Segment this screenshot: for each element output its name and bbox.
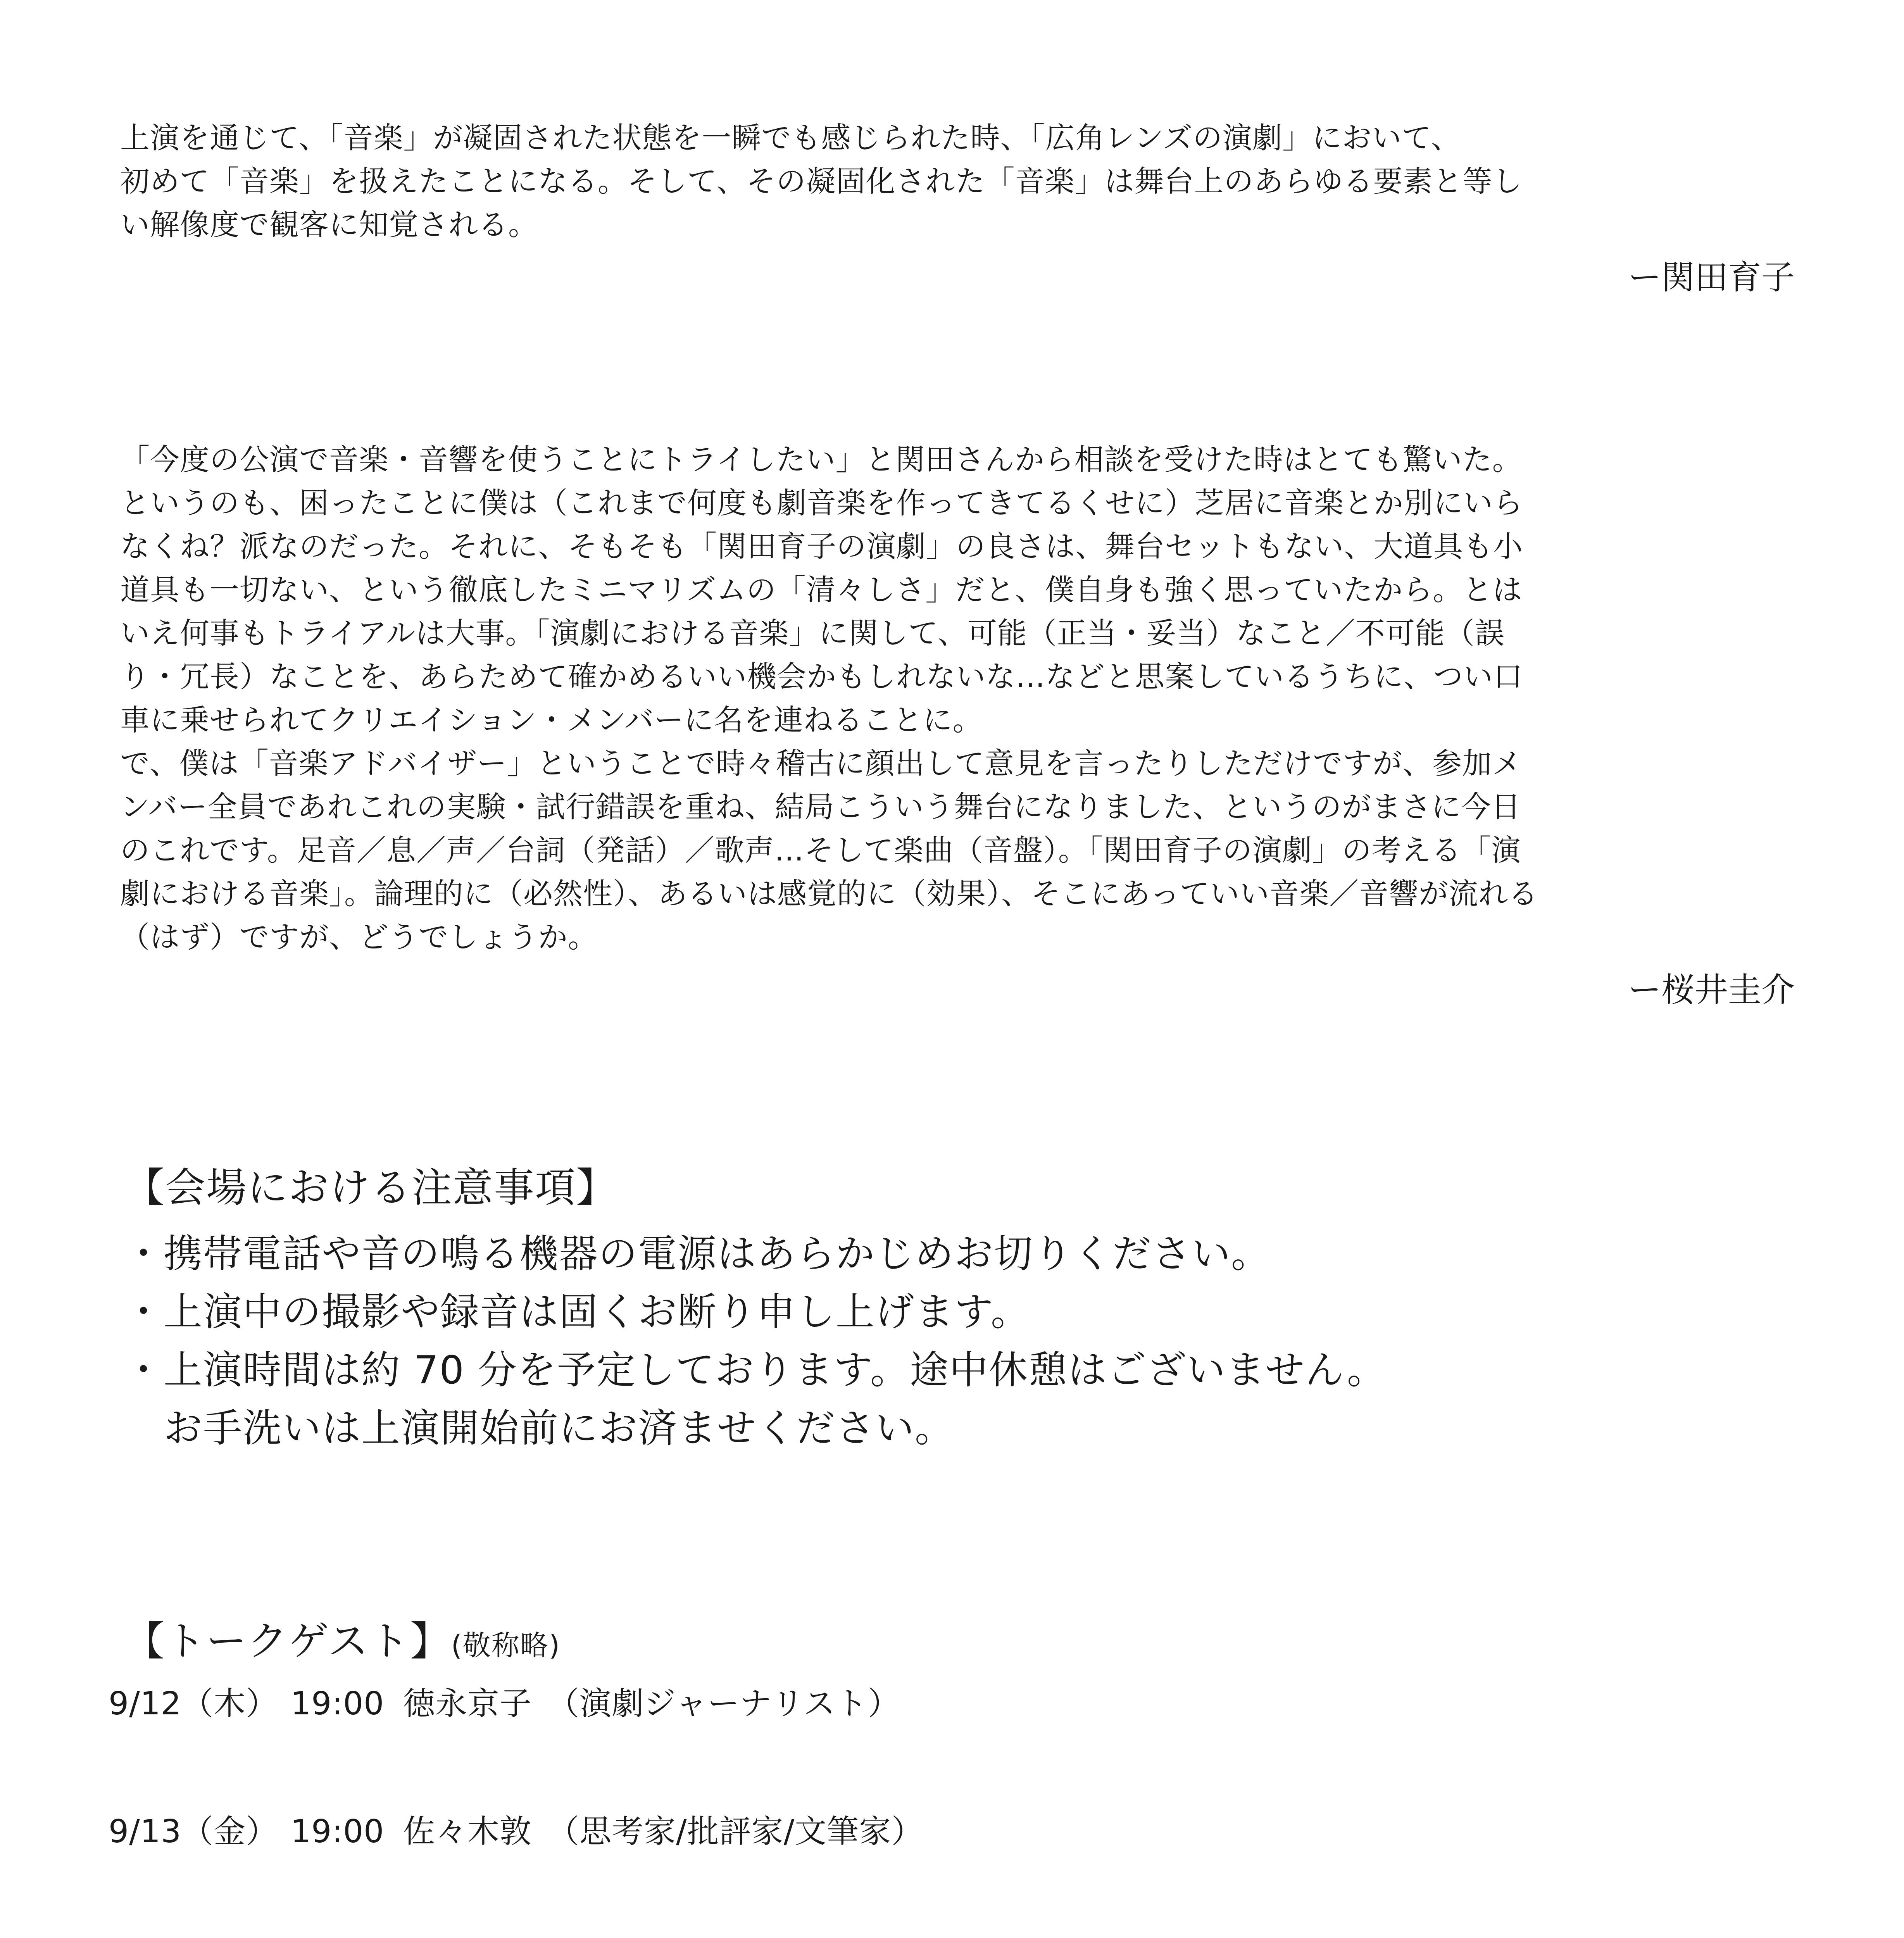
notice-item: お手洗いは上演開始前にお済ませください。	[124, 1405, 954, 1451]
talk-guests-section	[124, 1609, 1799, 1667]
talk-guests-heading-text: 【トークゲスト】	[124, 1617, 451, 1665]
guest-row	[109, 1934, 708, 1938]
quote-sekita	[120, 116, 1795, 298]
quote-sakurai-signature: ー桜井圭介	[1628, 971, 1795, 1009]
guest-time: 19:00	[291, 1813, 385, 1850]
guest-date: 9/12（木）	[109, 1685, 278, 1722]
quote-sakurai-line: というのも、困ったことに僕は（これまで何度も劇音楽を作ってきてるくせに）芝居に音楽とか別にいら	[120, 486, 1523, 520]
quote-sakurai-line: 車に乗せられてクリエイション・メンバーに名を連ねることに。	[120, 703, 983, 737]
quote-sekita-line: 初めて「音楽」を扱えたことになる。そして、その凝固化された「音楽」は舞台上のあらゆる要素と等し	[120, 164, 1523, 198]
quote-sakurai-line: ンバー全員であれこれの実験・試行錯誤を重ね、結局こういう舞台になりました、というのがまさに今日	[120, 790, 1521, 824]
guest-date	[109, 1934, 291, 1938]
quote-sekita-signature: ー関田育子	[1628, 258, 1795, 297]
quote-sakurai-line: 「今度の公演で音楽・音響を使うことにトライしたい」と関田さんから相談を受けた時はとても驚いた。	[120, 442, 1522, 477]
quote-sakurai-line: いえ何事もトライアルは大事。「演劇における音楽」に関して、可能（正当・妥当）なこと／不可能（誤	[120, 616, 1505, 650]
notice-item: ・携帯電話や音の鳴る機器の電源はあらかじめお切りください。	[124, 1231, 1271, 1276]
quote-sekita-line: 上演を通じて、「音楽」が凝固された状態を一瞬でも感じられた時、「広角レンズの演劇」において、	[120, 121, 1461, 155]
guest-name: 佐々木敦	[403, 1813, 532, 1850]
venue-notices-heading: 【会場における注意事項】	[124, 1164, 617, 1211]
quote-sakurai-line: り・冗長）なことを、あらためて確かめるいい機会かもしれないな…などと思案しているうちに、つい口	[120, 659, 1523, 694]
guest-row	[109, 1806, 923, 1852]
guest-time: 19:00	[291, 1685, 385, 1722]
quote-sakurai-line: で、僕は「音楽アドバイザー」ということで時々稽古に顔出して意見を言ったりしただけですが、参加メ	[120, 746, 1522, 781]
quote-sekita-line: い解像度で観客に知覚される。	[120, 207, 538, 242]
notice-item: ・上演中の撮影や録音は固くお断り申し上げます。	[124, 1289, 1030, 1335]
quote-sakurai-line: のこれです。足音／息／声／台詞（発話）／歌声…そして楽曲（音盤）。「関田育子の演劇」の考える「演	[120, 833, 1521, 867]
notice-item: ・上演時間は約 70 分を予定しております。途中休憩はございません。	[124, 1347, 1387, 1393]
quote-sakurai-line: （はず）ですが、どうでしょうか。	[120, 920, 598, 954]
talk-guests-heading	[124, 1609, 1799, 1667]
venue-notices	[124, 1155, 1799, 1457]
guest-date: 9/13（金）	[109, 1813, 278, 1850]
quote-sakurai-line: 道具も一切ない、という徹底したミニマリズムの「清々しさ」だと、僕自身も強く思っていたから。とは	[120, 572, 1523, 607]
guest-name: 徳永京子	[403, 1685, 532, 1722]
talk-guests-heading-note: (敬称略)	[451, 1629, 561, 1662]
quote-sakurai-line: 劇における音楽」。論理的に（必然性）、あるいは感覚的に（効果）、そこにあっていい音楽／音響が流れる	[120, 876, 1538, 911]
guest-role: （思考家/批評家/文筆家）	[547, 1813, 924, 1850]
quote-sakurai	[120, 438, 1795, 1011]
guest-role: （演劇ジャーナリスト）	[547, 1685, 900, 1722]
quote-sakurai-line: なくね？派なのだった。それに、そもそも「関田育子の演劇」の良さは、舞台セットもない、大道具も小	[120, 529, 1523, 564]
guest-row	[109, 1678, 900, 1724]
